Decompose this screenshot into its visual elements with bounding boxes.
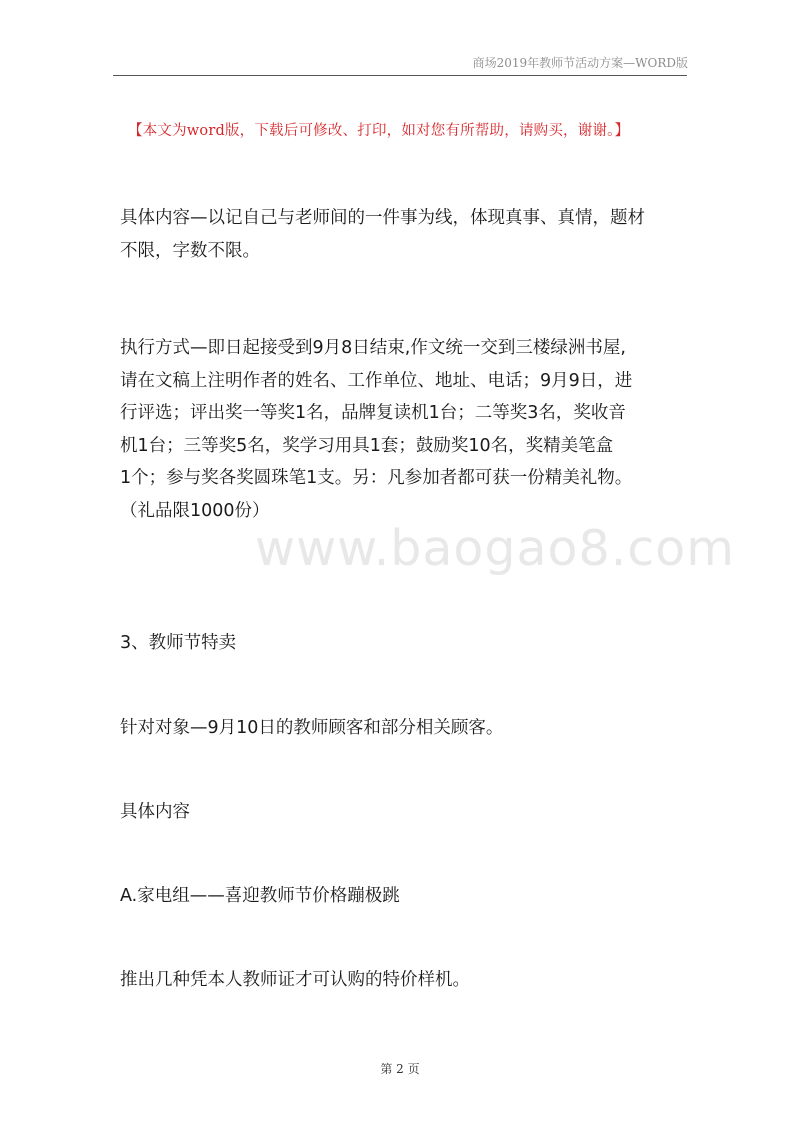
paragraph-target-audience: 针对对象—9月10日的教师顾客和部分相关顾客。	[120, 718, 504, 738]
text-line: 机1台；三等奖5名，奖学习用具1套；鼓励奖10名，奖精美笔盒	[120, 435, 614, 456]
text-line: 1个；参与奖各奖圆珠笔1支。另：凡参加者都可获一份精美礼物。	[120, 468, 633, 488]
purchase-notice: 【本文为word版，下载后可修改、打印，如对您有所帮助，请购买，谢谢。】	[128, 123, 630, 139]
section-heading-teacher-sale: 3、教师节特卖	[120, 633, 237, 653]
text-line: 不限，字数不限。	[120, 240, 260, 261]
text-line: 执行方式—即日起接受到9月8日结束,作文统一交到三楼绿洲书屋,	[120, 338, 626, 358]
paragraph-special-models: 推出几种凭本人教师证才可认购的特价样机。	[120, 970, 470, 990]
paragraph-appliance-group: A.家电组——喜迎教师节价格蹦极跳	[120, 886, 400, 906]
header-divider	[113, 75, 687, 76]
page-header-title: 商场2019年教师节活动方案—WORD版	[472, 56, 688, 70]
page-number: 第 2 页	[380, 1062, 420, 1076]
text-line: 请在文稿上注明作者的姓名、工作单位、地址、电话；9月9日，进	[120, 370, 633, 391]
text-line: （礼品限1000份）	[120, 500, 270, 521]
paragraph-content-heading: 具体内容	[120, 802, 190, 822]
text-line: 具体内容—以记自己与老师间的一件事为线，体现真事、真情，题材	[120, 208, 645, 228]
paragraph-content-description	[120, 202, 680, 267]
text-line: 行评选；评出奖一等奖1名，品牌复读机1台；二等奖3名，奖收音	[120, 403, 626, 423]
paragraph-execution-method	[120, 332, 680, 527]
watermark: www.baogao8.com	[255, 520, 735, 577]
